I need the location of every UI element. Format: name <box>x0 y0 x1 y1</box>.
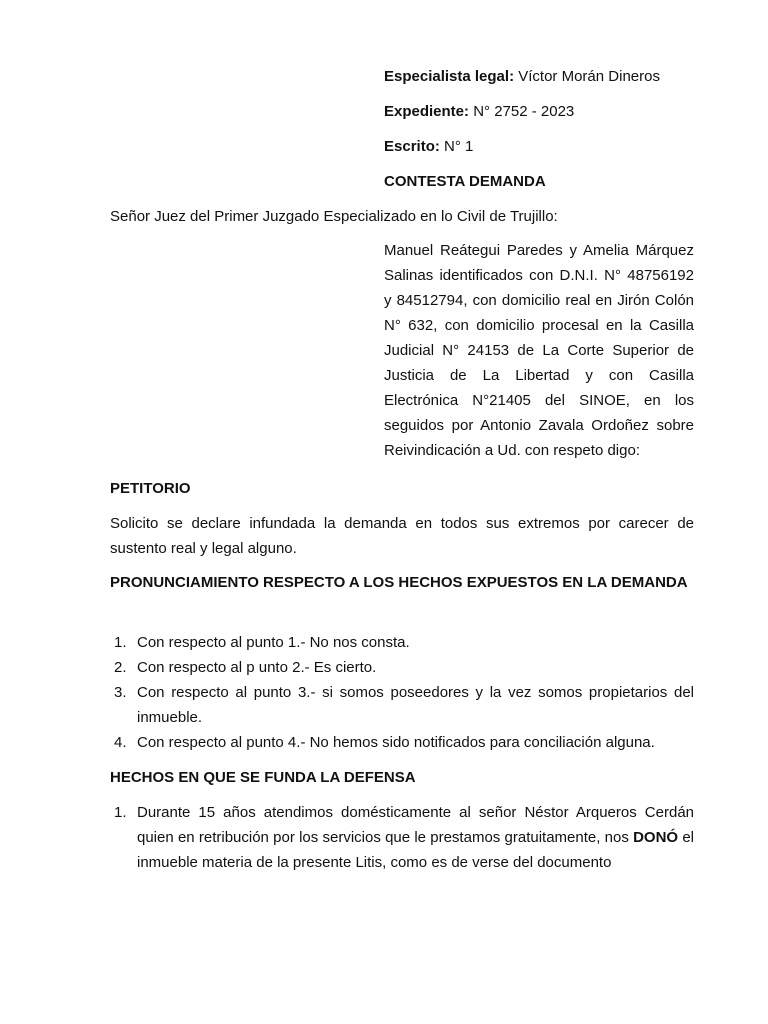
list-item <box>110 800 694 875</box>
list-item-number: 1. <box>114 804 127 821</box>
escrito-line <box>384 137 694 157</box>
pronunciamiento-heading: PRONUNCIAMIENTO RESPECTO A LOS HECHOS EXPUESTOS EN LA DEMANDA <box>110 574 688 591</box>
list-item <box>110 630 694 655</box>
list-item-text: Con respecto al punto 3.- si somos poseedores y la vez somos propietarios del inmueble. <box>137 684 694 726</box>
pronunciamiento-list <box>110 630 694 755</box>
expediente-value: N° 2752 - 2023 <box>469 103 575 120</box>
hechos-list <box>110 800 694 875</box>
list-item <box>110 655 694 680</box>
list-item-text: Con respecto al punto 4.- No hemos sido notificados para conciliación alguna. <box>137 734 655 751</box>
list-item-number: 3. <box>114 684 127 701</box>
escrito-value: N° 1 <box>439 138 474 155</box>
list-item-number: 2. <box>114 659 127 676</box>
list-item-number: 1. <box>114 634 127 651</box>
hechos-heading: HECHOS EN QUE SE FUNDA LA DEFENSA <box>110 769 416 786</box>
especialista-line <box>384 67 694 87</box>
especialista-value: Víctor Morán Dineros <box>514 68 660 85</box>
addressee-line: Señor Juez del Primer Juzgado Especializado en lo Civil de Trujillo: <box>110 208 558 225</box>
escrito-label: Escrito: <box>384 138 440 155</box>
hechos-item-text-a: Durante 15 años atendimos domésticamente al señor Néstor Arqueros Cerdán quien en retribución por los servicios que le prestamos gratuitamente, nos <box>137 804 694 846</box>
sumilla-title: CONTESTA DEMANDA <box>384 173 546 190</box>
list-item-text: Con respecto al p unto 2.- Es cierto. <box>137 659 377 676</box>
list-item-text: Con respecto al punto 1.- No nos consta. <box>137 634 410 651</box>
especialista-label: Especialista legal: <box>384 68 515 85</box>
hechos-item-bold: DONÓ <box>633 829 679 846</box>
intro-paragraph: Manuel Reátegui Paredes y Amelia Márquez Salinas identificados con D.N.I. N° 48756192 y 84512794, con domicilio real en Jirón Colón N° 632, con domicilio procesal en la Casilla Judicial N° 24153 de La Corte Superior de Justicia de La Libertad y con Casilla Electrónica N°21405 del SINOE, en los seguidos por Antonio Zavala Ordoñez sobre Reivindicación a Ud. con respeto digo: <box>384 242 694 459</box>
list-item <box>110 730 694 755</box>
list-item <box>110 680 694 730</box>
expediente-label: Expediente: <box>384 103 470 120</box>
petitorio-heading: PETITORIO <box>110 480 191 497</box>
hechos-item-text-b: el inmueble materia de la presente Litis, como es de verse del documento <box>137 829 695 871</box>
petitorio-text: Solicito se declare infundada la demanda en todos sus extremos por carecer de sustento real y legal alguno. <box>110 515 694 557</box>
expediente-line <box>384 102 694 122</box>
list-item-number: 4. <box>114 734 127 751</box>
